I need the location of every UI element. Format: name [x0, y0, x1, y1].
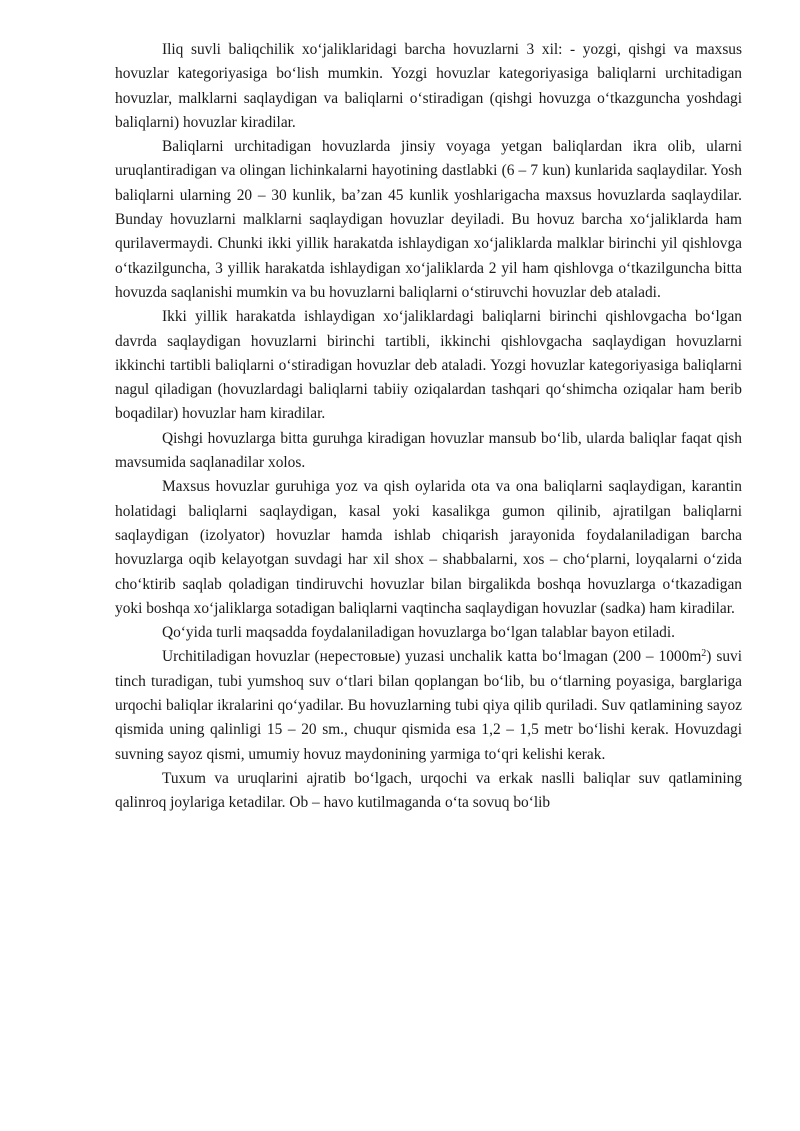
- paragraph-6: Qo‘yida turli maqsadda foydalaniladigan hovuzlarga bo‘lgan talablar bayon etiladi.: [162, 624, 675, 642]
- paragraph-7-text-a: Urchitiladigan hovuzlar (нерестовые) yuzasi unchalik katta bo‘lmagan (200 – 1000m: [162, 648, 702, 666]
- superscript-squared: 2: [701, 648, 707, 660]
- paragraph-8: Tuxum va uruqlarini ajratib bo‘lgach, urqochi va erkak naslli baliqlar suv qatlamining qalinroq joylariga ketadilar. Ob – havo kutilmaganda o‘ta sovuq bo‘lib: [115, 769, 742, 812]
- paragraph-7-text-b: ) suvi tinch turadigan, tubi yumshoq suv o‘tlari bilan qoplangan bo‘lib, bu o‘tlarning poyasiga, barglariga urqochi baliqlar ikralarini qo‘yadilar. Bu hovuzlarning tubi qiya qilib quriladi. Suv qatlamining sayoz qismida uning qalinligi 15 – 20 sm., chuqur qismida esa 1,2 – 1,5 metr bo‘lishi kerak. Hovuzdagi suvning sayoz qismi, umumiy hovuz maydonining yarmiga to‘qri kelishi kerak.: [115, 648, 742, 763]
- paragraph-7: [115, 645, 742, 766]
- paragraph-1: Iliq suvli baliqchilik xo‘jaliklaridagi barcha hovuzlarni 3 xil: - yozgi, qishgi va maxsus hovuzlar kategoriyasiga bo‘lish mumkin. Yozgi hovuzlar kategoriyasiga baliqlarni urchitadigan hovuzlar, malklarni saqlaydigan va baliqlarni o‘stiradigan (qishgi hovuzga o‘tkazguncha yoshdagi baliqlarni) hovuzlar kiradilar.: [115, 41, 742, 131]
- paragraph-2: Baliqlarni urchitadigan hovuzlarda jinsiy voyaga yetgan baliqlardan ikra olib, ularni uruqlantiradigan va olingan lichinkalarni hayotining dastlabki (6 – 7 kun) kunlarida saqlaydilar. Yosh baliqlarni ularning 20 – 30 kunlik, ba’zan 45 kunlik yoshlarigacha maxsus hovuzlarda saqlaydilar. Bunday hovuzlarni malklarni saqlaydigan hovuzlar deyiladi. Bu hovuz barcha xo‘jaliklarda ham qurilavermaydi. Chunki ikki yillik harakatda ishlaydigan xo‘jaliklarda malklar birinchi yil qishlovga o‘tkazilguncha, 3 yillik harakatda ishlaydigan xo‘jaliklarda 2 yil ham qishlovga o‘tkazilguncha bitta hovuzda saqlanishi mumkin va bu hovuzlarni baliqlarni o‘stiruvchi hovuzlar deb ataladi.: [115, 138, 742, 301]
- document-page: [115, 38, 742, 816]
- paragraph-5: Maxsus hovuzlar guruhiga yoz va qish oylarida ota va ona baliqlarni saqlaydigan, karantin holatidagi baliqlarni saqlaydigan, kasal yoki kasalikga gumon qilinib, ajratilgan baliqlarni saqlaydigan (izolyator) hovuzlar hamda ishlab chiqarish jarayonida foydalaniladigan barcha hovuzlarga oqib kelayotgan suvdagi har xil shox – shabbalarni, xos – cho‘plarni, loyqalarni o‘zida cho‘ktirib saqlab qoladigan tindiruvchi hovuzlar bilan birgalikda boshqa hovuzlarga o‘tkazadigan yoki boshqa xo‘jaliklarga sotadigan baliqlarni vaqtincha saqlaydigan hovuzlar (sadka) ham kiradilar.: [115, 478, 742, 617]
- paragraph-4: Qishgi hovuzlarga bitta guruhga kiradigan hovuzlar mansub bo‘lib, ularda baliqlar faqat qish mavsumida saqlanadilar xolos.: [115, 429, 742, 472]
- paragraph-3: Ikki yillik harakatda ishlaydigan xo‘jaliklardagi baliqlarni birinchi qishlovgacha bo‘lgan davrda saqlaydigan hovuzlarni birinchi tartibli, ikkinchi qishlovgacha saqlaydigan hovuzlarni ikkinchi tartibli baliqlarni o‘stiradigan hovuzlar deb ataladi. Yozgi hovuzlar kategoriyasiga baliqlarni nagul qiladigan (hovuzlardagi baliqlarni tabiiy oziqalardan tashqari qo‘shimcha oziqalar ham berib boqadilar) hovuzlar ham kiradilar.: [115, 308, 742, 423]
